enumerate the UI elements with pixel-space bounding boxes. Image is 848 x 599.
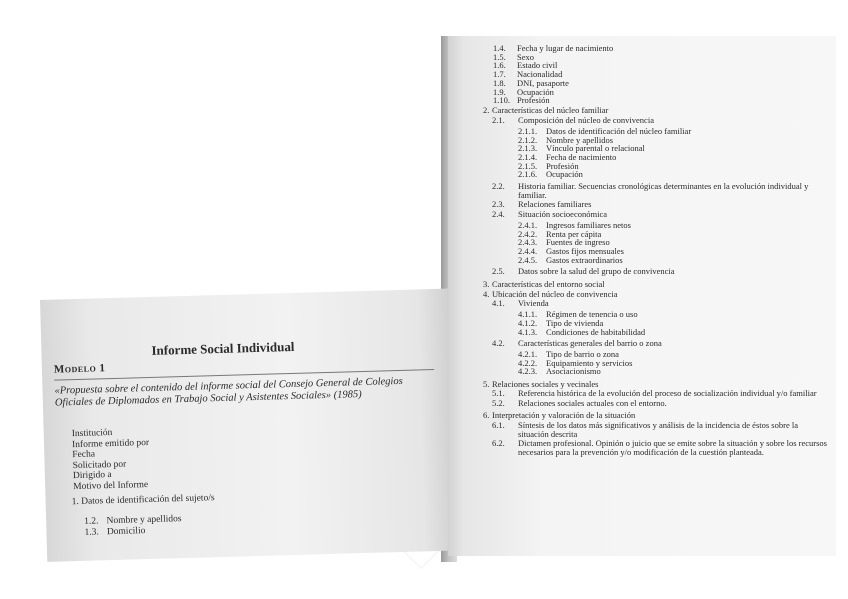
section-2-3-heading: 2.3. Relaciones familiares	[492, 199, 592, 210]
list-item: 2.1.6. Ocupación	[518, 169, 583, 180]
section-2-5-heading: 2.5. Datos sobre la salud del grupo de convivencia	[492, 266, 675, 277]
outline-list	[483, 44, 828, 457]
list-item: 2.1.4. Fecha de nacimiento	[518, 151, 617, 162]
section-1-heading: 1. Datos de identificación del sujeto/s	[71, 493, 215, 508]
field-informe-emitido: Informe emitido por	[71, 437, 150, 450]
section-4-1-heading: 4.1. Vivienda	[492, 298, 549, 309]
section-1-subitems	[84, 514, 182, 538]
section-3-heading: 3. Características del entorno social	[483, 278, 605, 289]
list-item: 1.3. Domicilio	[84, 525, 146, 538]
list-item: 1.8. DNI, pasaporte	[493, 77, 569, 88]
list-item: 1.5. Sexo	[493, 51, 534, 62]
section-5-heading: 5. Relaciones sociales y vecinales	[483, 378, 599, 389]
section-2-heading: 2. Características del núcleo familiar	[483, 105, 609, 116]
list-item: 2.1.1. Datos de identificación del núcleo familiar	[518, 125, 692, 136]
list-item: 4.1.2. Tipo de vivienda	[518, 317, 604, 328]
section-2-1-heading: 2.1. Composición del núcleo de convivencia	[492, 115, 654, 126]
list-item: 4.1.1. Régimen de tenencia o uso	[518, 309, 638, 320]
list-item: 2.1.5. Profesión	[518, 160, 579, 171]
section-1-continued	[483, 44, 828, 105]
field-dirigido: Dirigido a	[72, 470, 112, 482]
right-page	[448, 36, 836, 556]
intro-text: «Propuesta sobre el contenido del informe social del Consejo General de Colegios Oficiales de Diplomados en Trabajo Social y Asistentes Sociales» (1985)	[54, 375, 403, 409]
model-heading: Modelo 1	[53, 362, 106, 376]
list-item: 1.6. Estado civil	[493, 60, 558, 71]
section-2-4-heading: 2.4. Situación socioeconómica	[492, 209, 607, 220]
page-title: Informe Social Individual	[151, 338, 295, 358]
field-motivo: Motivo del Informe	[73, 480, 149, 493]
section-6-1-heading: 6.1. Síntesis de los datos más significativos y análisis de la incidencia de éstos sobre la situación descrita	[492, 419, 798, 439]
list-item: 4.1.3. Condiciones de habitabilidad	[518, 326, 646, 337]
section-6-heading: 6. Interpretación y valoración de la situación	[483, 410, 636, 421]
list-item: 1.2. Nombre y apellidos	[84, 514, 182, 527]
list-item: 2.4.5. Gastos extraordinarios	[518, 254, 623, 265]
list-item: 1.10. Profesión	[493, 95, 550, 106]
list-item: 2.4.4. Gastos fijos mensuales	[518, 245, 624, 256]
left-page	[40, 289, 457, 562]
section-6-2-heading: 6.2. Dictamen profesional. Opinión o juicio que se emite sobre la situación y sobre los recursos necesarios para la prevención y/o modificación de la cuestión planteada.	[492, 438, 827, 458]
section-5-1-heading: 5.1. Referencia histórica de la evolución del proceso de socialización individual y/o familiar	[492, 388, 817, 399]
list-item: 1.7. Nacionalidad	[493, 69, 563, 80]
header-fields-list	[72, 427, 151, 493]
section-5-2-heading: 5.2. Relaciones sociales actuales con el entorno.	[492, 398, 667, 409]
list-item: 2.1.2. Nombre y apellidos	[518, 134, 614, 145]
list-item: 2.4.2. Renta per cápita	[518, 228, 602, 239]
list-item: 1.9. Ocupación	[493, 86, 554, 97]
section-2-2-heading: 2.2. Historia familiar. Secuencias cronológicas determinantes en la evolución individual y familiar.	[492, 181, 809, 200]
field-solicitado: Solicitado por	[72, 459, 127, 471]
list-item: 4.2.2. Equipamiento y servicios	[518, 357, 633, 368]
field-fecha: Fecha	[72, 449, 96, 461]
list-item: 1.4. Fecha y lugar de nacimiento	[493, 43, 614, 53]
list-item: 2.4.3. Fuentes de ingreso	[518, 237, 610, 248]
list-item: 4.2.3. Asociacionismo	[518, 366, 601, 377]
list-item: 4.2.1. Tipo de barrio o zona	[518, 349, 619, 359]
field-institucion: Institución	[71, 428, 113, 440]
section-4-heading: 4. Ubicación del núcleo de convivencia	[483, 288, 618, 299]
list-item: 2.1.3. Vínculo parental o relacional	[518, 143, 645, 154]
list-item: 2.4.1. Ingresos familiares netos	[518, 219, 631, 230]
section-4-2-heading: 4.2. Características generales del barrio o zona	[492, 338, 662, 349]
